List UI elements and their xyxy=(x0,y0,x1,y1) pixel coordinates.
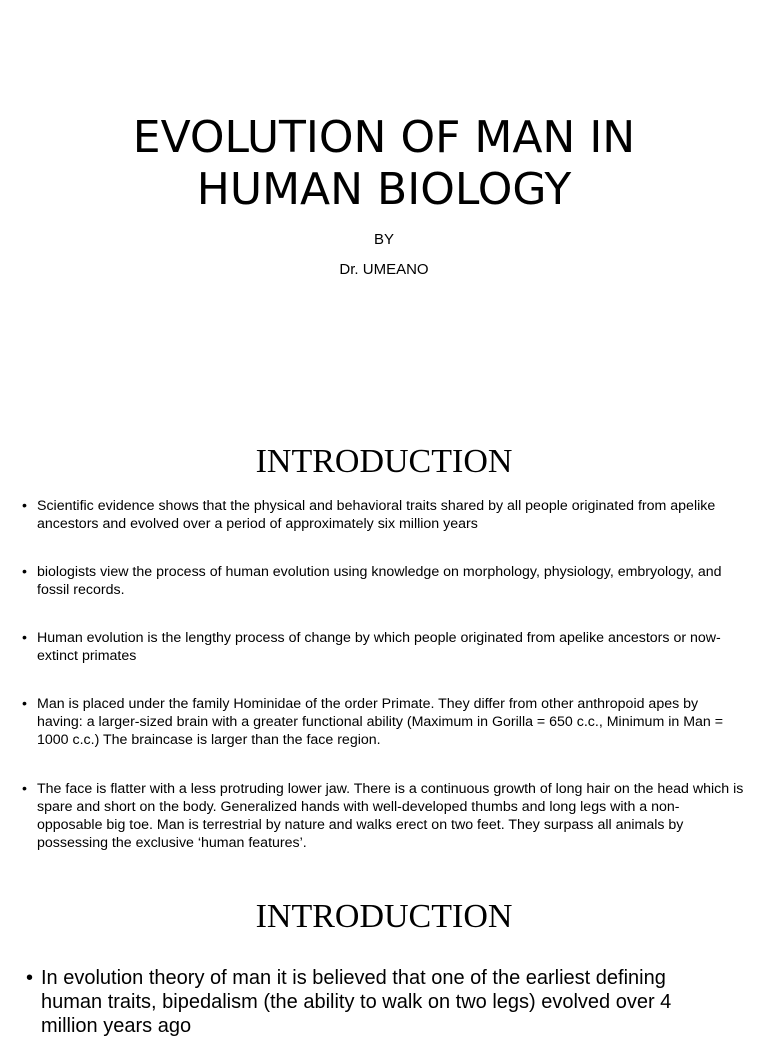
introduction-slide-2 xyxy=(0,884,768,1037)
bullet-list xyxy=(22,497,744,533)
title-slide xyxy=(0,0,768,384)
subtitle-author: Dr. UMEANO xyxy=(339,261,429,278)
bullet-item: • The face is flatter with a less protruding lower jaw. There is a continuous growth of long hair on the head which is spare and short on the body. Generalized hands with well-developed thumbs and long legs with a non-opposable big toe. Man is terrestrial by nature and walks erect on two feet. They surpass all animals by possessing the exclusive ‘human features’. xyxy=(22,780,744,852)
bullet-list xyxy=(22,695,744,749)
slide-heading: INTRODUCTION xyxy=(255,898,513,935)
slide-heading: INTRODUCTION xyxy=(255,443,513,480)
bullet-list xyxy=(22,563,744,599)
bullet-item: • Scientific evidence shows that the physical and behavioral traits shared by all people originated from apelike ancestors and evolved over a period of approximately six million years xyxy=(22,497,744,533)
presentation-title xyxy=(0,112,768,216)
bullet-item: • In evolution theory of man it is believed that one of the earliest defining human traits, bipedalism (the ability to walk on two legs) evolved over 4 million years ago xyxy=(26,966,726,1038)
bullet-item: • Human evolution is the lengthy process of change by which people originated from apelike ancestors or now-extinct primates xyxy=(22,629,744,665)
bullet-list xyxy=(26,966,726,1038)
subtitle-by: BY xyxy=(373,231,394,248)
bullet-item: • Man is placed under the family Hominidae of the order Primate. They differ from other anthropoid apes by having: a larger-sized brain with a greater functional ability (Maximum in Gorilla = 650 c.c., Minimum in Man = 1000 c.c.) The braincase is larger than the face region. xyxy=(22,695,744,749)
bullet-list xyxy=(22,629,744,665)
bullet-item: • biologists view the process of human evolution using knowledge on morphology, physiology, embryology, and fossil records. xyxy=(22,563,744,599)
title-line-1: EVOLUTION OF MAN IN xyxy=(132,112,636,163)
title-line-2: HUMAN BIOLOGY xyxy=(196,164,572,215)
introduction-slide-1 xyxy=(0,384,768,884)
bullet-list xyxy=(22,780,744,852)
